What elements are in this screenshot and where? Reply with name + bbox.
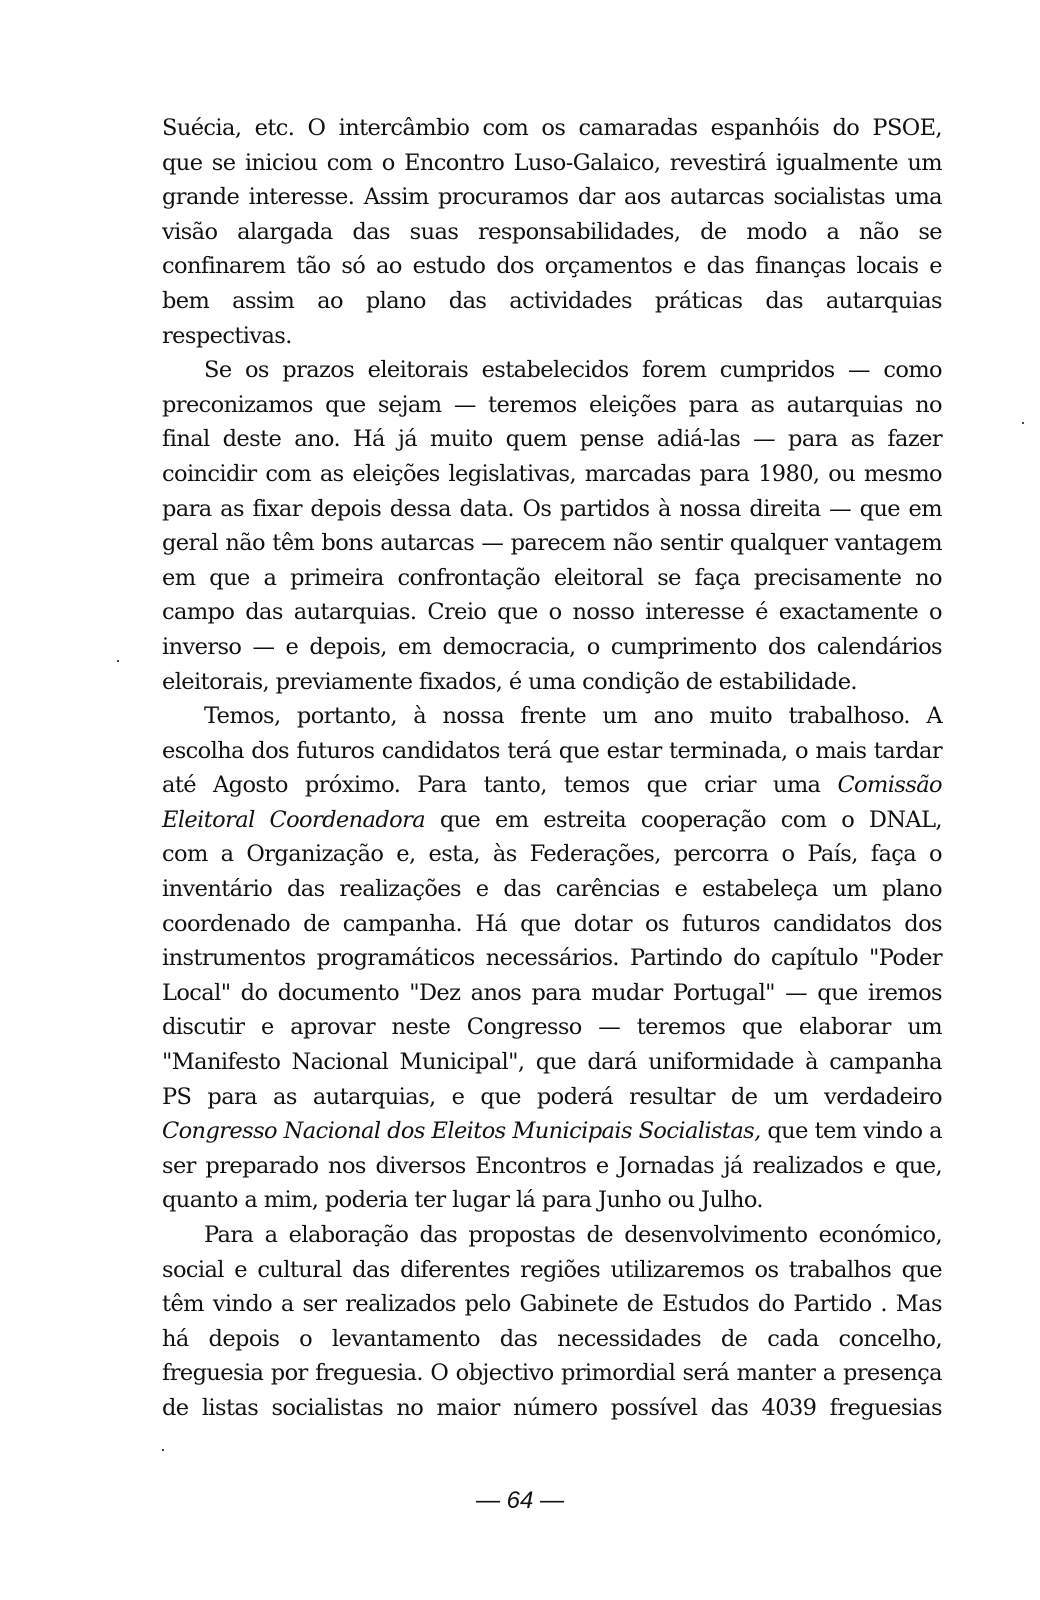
text-line: com a Organização e, esta, às Federações, percorra o País, faça o — [162, 841, 942, 868]
text-line: PS para as autarquias, e que poderá resultar de um verdadeiro — [162, 1083, 942, 1110]
text-line: discutir e aprovar neste Congresso — teremos que elaborar um — [162, 1014, 942, 1041]
paragraph-2 — [162, 353, 942, 699]
text-line: que se iniciou com o Encontro Luso-Galaico, revestirá igualmente um — [162, 149, 942, 176]
text-line: respectivas. — [162, 322, 292, 349]
italic-term: Comissão — [837, 772, 942, 799]
text-line: visão alargada das suas responsabilidades, de modo a não se — [162, 218, 942, 245]
scan-speck — [162, 1449, 164, 1451]
text-line: geral não têm bons autarcas — parecem não sentir qualquer vantagem — [162, 530, 942, 557]
scan-speck — [117, 660, 119, 662]
text-line: final deste ano. Há já muito quem pense adiá-las — para as fazer — [162, 426, 942, 453]
text-line: confinarem tão só ao estudo dos orçamentos e das finanças locais e — [162, 253, 942, 280]
text-line: preconizamos que sejam — teremos eleições para as autarquias no — [162, 391, 942, 418]
text-line: Para a elaboração das propostas de desenvolvimento económico, — [204, 1222, 942, 1248]
text-line: campo das autarquias. Creio que o nosso interesse é exactamente o — [162, 599, 942, 626]
text-segment: que tem vindo a — [760, 1118, 942, 1145]
text-line — [162, 768, 942, 803]
text-line: grande interesse. Assim procuramos dar aos autarcas socialistas uma — [162, 184, 942, 211]
text-line: para as fixar depois dessa data. Os partidos à nossa direita — que em — [162, 495, 942, 522]
scan-speck — [1022, 422, 1024, 424]
text-line: inverso — e depois, em democracia, o cumprimento dos calendários — [162, 633, 942, 660]
text-line: quanto a mim, poderia ter lugar lá para Junho ou Julho. — [162, 1187, 763, 1214]
text-line: "Manifesto Nacional Municipal", que dará uniformidade à campanha — [162, 1049, 942, 1076]
text-line: inventário das realizações e das carências e estabeleça um plano — [162, 876, 942, 903]
text-line: têm vindo a ser realizados pelo Gabinete de Estudos do Partido . Mas — [162, 1291, 942, 1318]
text-segment: que em estreita cooperação com o DNAL, — [425, 806, 942, 833]
text-line: bem assim ao plano das actividades práticas das autarquias — [162, 287, 942, 314]
text-line: há depois o levantamento das necessidades de cada concelho, — [162, 1325, 942, 1352]
text-line: ser preparado nos diversos Encontros e Jornadas já realizados e que, — [162, 1152, 942, 1179]
text-line: Suécia, etc. O intercâmbio com os camaradas espanhóis do PSOE, — [162, 115, 942, 141]
text-line: instrumentos programáticos necessários. Partindo do capítulo "Poder — [162, 945, 942, 972]
text-line: eleitorais, previamente fixados, é uma condição de estabilidade. — [162, 668, 857, 695]
italic-term: Congresso Nacional dos Eleitos Municipais Socialistas, — [162, 1118, 761, 1145]
text-line: de listas socialistas no maior número possível das 4039 freguesias — [162, 1394, 942, 1421]
text-line: coordenado de campanha. Há que dotar os futuros candidatos dos — [162, 910, 942, 937]
text-line: Local" do documento "Dez anos para mudar Portugal" — que iremos — [162, 979, 942, 1006]
text-segment: até Agosto próximo. Para tanto, temos que criar uma — [162, 772, 838, 799]
paragraph-4 — [162, 1218, 942, 1426]
paragraph-3 — [162, 699, 942, 1218]
text-line: Temos, portanto, à nossa frente um ano muito trabalhoso. A — [204, 703, 942, 730]
text-line: escolha dos futuros candidatos terá que estar terminada, o mais tardar — [162, 737, 942, 764]
page-number: — 64 — — [475, 1487, 565, 1514]
italic-term: Eleitoral Coordenadora — [162, 806, 426, 833]
text-line: em que a primeira confrontação eleitoral se faça precisamente no — [162, 564, 942, 591]
text-line — [162, 1114, 942, 1149]
document-page — [162, 111, 942, 1426]
text-line: social e cultural das diferentes regiões utilizaremos os trabalhos que — [162, 1256, 942, 1283]
text-line: freguesia por freguesia. O objectivo primordial será manter a presença — [162, 1360, 942, 1387]
text-line — [162, 803, 942, 838]
text-line: Se os prazos eleitorais estabelecidos forem cumpridos — como — [204, 357, 942, 384]
text-line: coincidir com as eleições legislativas, marcadas para 1980, ou mesmo — [162, 460, 942, 487]
paragraph-1 — [162, 111, 942, 353]
